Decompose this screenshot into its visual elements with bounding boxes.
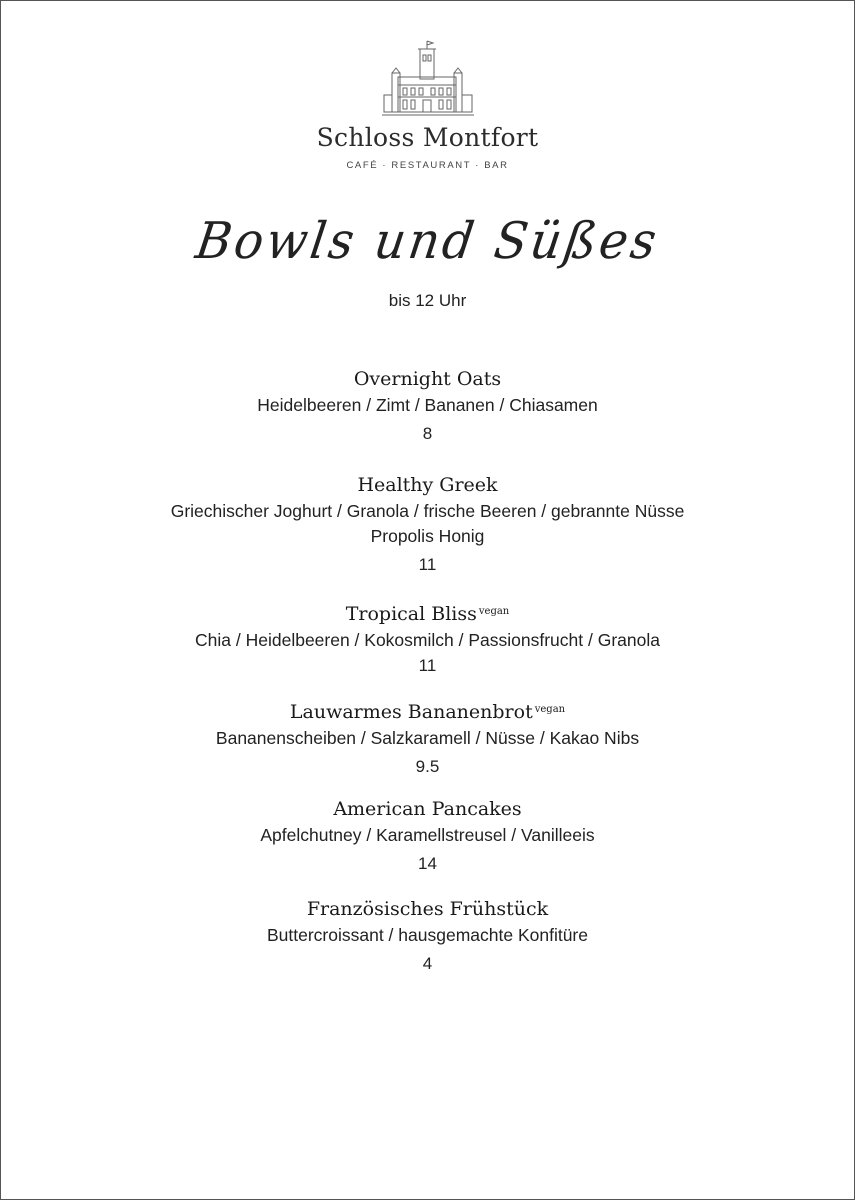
menu-subtitle: bis 12 Uhr xyxy=(388,291,467,310)
item-name: Healthy Greek xyxy=(357,474,498,496)
item-price: 14 xyxy=(418,854,437,873)
menu-item xyxy=(1,795,854,877)
menu-item xyxy=(1,365,854,447)
logo xyxy=(1,39,854,171)
castle-icon xyxy=(380,39,476,117)
item-description: Heidelbeeren / Zimt / Bananen / Chiasamen xyxy=(257,395,598,415)
item-price: 9.5 xyxy=(415,757,440,776)
vegan-badge: vegan xyxy=(534,704,566,715)
item-description: Bananenscheiben / Salzkaramell / Nüsse / Kakao Nibs xyxy=(215,728,640,748)
item-price: 4 xyxy=(422,954,433,973)
item-description: Griechischer Joghurt / Granola / frische Beeren / gebrannte Nüsse xyxy=(170,501,685,521)
brand-name: Schloss Montfort xyxy=(316,123,539,152)
menu-title: Bowls und Süßes xyxy=(192,211,663,271)
item-price: 11 xyxy=(418,656,437,675)
item-description: Propolis Honig xyxy=(370,526,485,546)
item-name: Overnight Oats xyxy=(353,368,502,390)
item-price: 8 xyxy=(422,424,433,443)
menu-item xyxy=(1,471,854,578)
item-description: Apfelchutney / Karamellstreusel / Vanilleeis xyxy=(260,825,595,845)
item-name: Lauwarmes Bananenbrot $^{vegan}$ xyxy=(289,701,566,723)
item-price: 11 xyxy=(418,555,437,574)
brand-tagline: CAFÉ · RESTAURANT · BAR xyxy=(346,160,509,171)
item-name: Französisches Frühstück xyxy=(306,898,549,920)
menu-item xyxy=(1,598,854,679)
vegan-badge: vegan xyxy=(478,606,510,617)
item-description: Chia / Heidelbeeren / Kokosmilch / Passionsfrucht / Granola xyxy=(195,630,660,650)
menu-item xyxy=(1,895,854,977)
item-name: American Pancakes xyxy=(333,798,522,820)
item-name: Tropical Bliss $^{vegan}$ xyxy=(345,603,510,625)
menu-item xyxy=(1,696,854,780)
item-description: Buttercroissant / hausgemachte Konfitüre xyxy=(266,925,588,945)
